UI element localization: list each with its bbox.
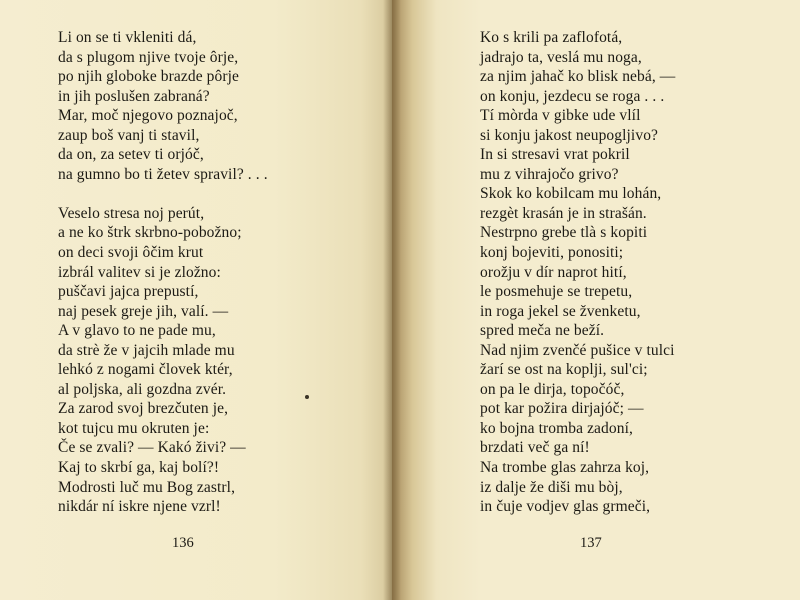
poem-line: orožju v dír naprot hití,: [480, 263, 627, 281]
poem-line: žarí se ost na koplji, sul'ci;: [480, 361, 648, 379]
poem-line: Kaj to skrbí ga, kaj bolí?!: [58, 459, 220, 477]
poem-line: Mar, moč njegovo poznajoč,: [58, 107, 238, 125]
poem-line: ko bojna tromba zadoní,: [480, 419, 633, 437]
poem-line: konj bojeviti, ponositi;: [480, 244, 624, 262]
page-number-right: 137: [580, 535, 602, 551]
left-page: [0, 0, 392, 600]
page-number-left: 136: [172, 535, 194, 551]
poem-line: naj pesek greje jih, valí. —: [58, 302, 229, 320]
poem-line: al poljska, ali gozdna zvér.: [58, 380, 227, 398]
poem-line: Veselo stresa noj perút,: [58, 204, 205, 222]
poem-line: Nestrpno grebe tlà s kopiti: [480, 224, 648, 242]
poem-line: le posmehuje se trepetu,: [480, 283, 633, 301]
poem-line: da strè že v jajcih mlade mu: [58, 341, 235, 359]
poem-line: Skok ko kobilcam mu lohán,: [480, 185, 662, 203]
poem-line: Nad njim zvenčé pušice v tulci: [480, 341, 675, 359]
poem-line: rezgèt krasán je in strašán.: [480, 204, 647, 222]
poem-line: nikdár ní iskre njene vzrl!: [58, 498, 221, 516]
poem-line: zaup boš vanj ti stavil,: [58, 126, 200, 144]
poem-line: na gumno bo ti žetev spravil? . . .: [58, 165, 268, 183]
poem-line: lehkó z nogami človek ktér,: [58, 361, 233, 379]
poem-line: In si stresavi vrat pokril: [480, 146, 630, 164]
poem-line: Tí mòrda v gibke ude vlíl: [480, 107, 641, 125]
right-page-poem: [480, 28, 675, 517]
poem-line: in jih poslušen zabraná?: [58, 87, 210, 105]
book-gutter: [383, 0, 401, 600]
right-page: [392, 0, 800, 600]
poem-line: iz dalje že diši mu bòj,: [480, 478, 623, 496]
poem-line: on konju, jezdecu se roga . . .: [480, 87, 665, 105]
poem-line: puščavi jajca prepustí,: [58, 283, 199, 301]
poem-line: da on, za setev ti orjóč,: [58, 146, 204, 164]
stanza-gap: [58, 184, 268, 204]
poem-line: brzdati več ga ní!: [480, 439, 590, 457]
poem-line: kot tujcu mu okruten je:: [58, 419, 210, 437]
poem-line: da s plugom njive tvoje ôrje,: [58, 48, 239, 66]
paper-speck: [305, 395, 309, 399]
poem-line: Ko s krili pa zaflofotá,: [480, 29, 623, 46]
poem-line: jadrajo ta, veslá mu noga,: [480, 48, 642, 66]
poem-line: pot kar požira dirjajóč; —: [480, 400, 644, 418]
poem-line: za njim jahač ko blisk nebá, —: [480, 68, 676, 86]
poem-line: Za zarod svoj brezčuten je,: [58, 400, 229, 418]
poem-line: Li on se ti vkleniti dá,: [58, 29, 197, 46]
poem-line: izbrál valitev si je zložno:: [58, 263, 221, 281]
poem-line: A v glavo to ne pade mu,: [58, 322, 216, 340]
poem-line: mu z vihrajočo grivo?: [480, 165, 619, 183]
poem-line: Na trombe glas zahrza koj,: [480, 459, 650, 477]
poem-line: on pa le dirja, topočóč,: [480, 380, 625, 398]
poem-line: spred meča ne beží.: [480, 322, 605, 340]
poem-line: si konju jakost neupogljivo?: [480, 126, 659, 144]
poem-line: in čuje vodjev glas grmeči,: [480, 498, 651, 516]
poem-line: on deci svoji ôčim krut: [58, 244, 204, 262]
poem-line: in roga jekel se žvenketu,: [480, 302, 641, 320]
poem-line: po njih globoke brazde pôrje: [58, 68, 239, 86]
poem-line: a ne ko štrk skrbno-pobožno;: [58, 224, 242, 242]
poem-line: Če se zvali? — Kakó živi? —: [58, 439, 246, 457]
left-page-poem: [58, 28, 268, 517]
poem-line: Modrosti luč mu Bog zastrl,: [58, 478, 236, 496]
